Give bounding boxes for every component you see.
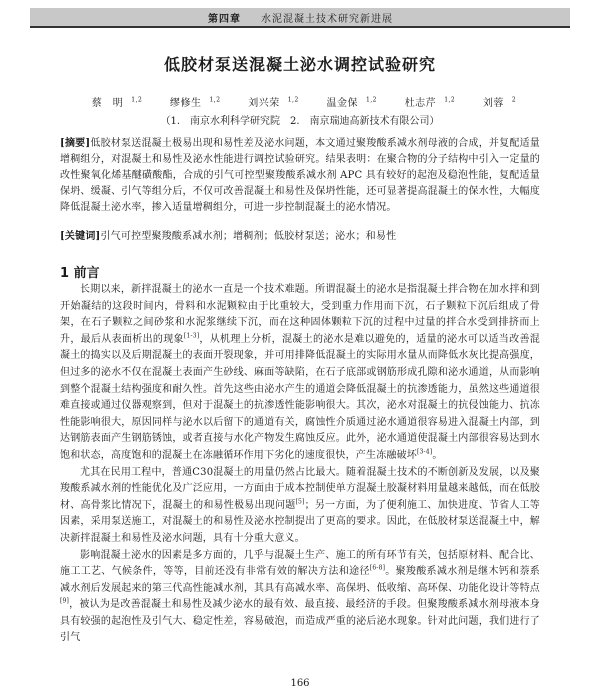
paragraph: 长期以来，新拌混凝土的泌水一直是一个技术难题。所谓混凝土的泌水是指混凝土拌合物在加水拌和到开始凝结的这段时间内，骨料和水泥颗粒由于比重较大，受到重力作用而下沉，石子颗粒下沉后组成了骨架，在石子颗粒之间砂浆和水泥浆继续下沉，而在这种固体颗粒下沉的过程中过量的拌合水受到排挤而上升，最后从表面析出的现象[1-3]，从机理上分析，混凝土的泌水是难以避免的，适量的泌水可以适当改善混凝土的捣实以及后期混凝土的表面开裂现象，并可用排降低混凝土的实际用水量从而降低水灰比提高强度，但过多的泌水不仅在混凝土表面产生砂线、麻面等缺陷，在石子底部或钢筋形成孔隙和泌水通道，从而影响到整个混凝土结构强度和耐久性。首先这些由泌水产生的通道会降低混凝土的抗渗透能力，虽然这些通道很难直接或通过仪器观察到，但对于混凝土的抗渗透性能影响很大。其次，泌水对混凝土的抗侵蚀能力、抗冻性能影响很大，原因同样与泌水以后留下的通道有关，腐蚀性介质通过泌水通道很容易进入混凝土内部，到达钢筋表面产生钢筋锈蚀，或者直接与水化产物发生腐蚀反应。此外，泌水通道使混凝土内部很容易达到水饱和状态，高度饱和的混凝土在冻融循环作用下劣化的速度很快，产生冻融破坏[3-4]。 — [60, 284, 540, 461]
body-text — [60, 282, 540, 647]
author: 杜志芹 $^{1,2}$ — [404, 96, 456, 109]
author: 蔡 明 $^{1,2}$ — [91, 96, 143, 109]
citation: [1-3] — [183, 332, 200, 340]
citation: [5] — [295, 498, 305, 506]
abstract-label: [摘要] — [60, 138, 91, 149]
author: 温金保 $^{1,2}$ — [326, 96, 377, 109]
abstract-text: 低胶材泵送混凝土极易出现和易性差及泌水问题，本文通过聚羧酸系减水剂母液的合成，并复配适量增稠组分，对混凝土和易性及泌水性能进行调控试验研究。结果表明：在聚合物的分子结构中引入一定量的改性聚氧化烯基醚磺酸酯，合成的引气可控型聚羧酸系减水剂 APC 具有较好的起泡及稳泡性能，复配适量保坍、缓凝、引气等组分后，不仅可改善混凝土和易性及保坍性能，还可显著提高混凝土的保水性，大幅度降低混凝土泌水率，掺入适量增稠组分，可进一步控制混凝土的泌水情况。 — [60, 138, 540, 213]
author: 缪修生 $^{1,2}$ — [169, 96, 221, 109]
keywords — [60, 229, 540, 245]
citation: [6-8] — [369, 564, 386, 572]
running-header — [30, 8, 570, 28]
book-title: 水泥混凝土技术研究新进展 — [261, 13, 393, 25]
page-number: 166 — [290, 678, 310, 689]
paper-title: 低胶材泵送混凝土泌水调控试验研究 — [163, 55, 436, 74]
paragraph: 尤其在民用工程中，普通C30混凝土的用量仍然占比最大。随着混凝土技术的不断创新及发展，以及聚羧酸系减水剂的性能优化及广泛应用，一方面由于成本控制使单方混凝土胶凝材料用量越来越低，而在低胶材、高骨浆比情况下，混凝土的和易性极易出现问题[5]；另一方面，为了便利施工、加快进度、节省人工等因素，采用泵送施工，对混凝土的和易性及泌水控制提出了更高的要求。因此，在低胶材泵送混凝土中，解决新拌混凝土和易性及泌水问题，具有十分重大意义。 — [60, 466, 540, 544]
keywords-text: 引气可控型聚羧酸系减水剂；增稠剂；低胶材泵送；泌水；和易性 — [100, 231, 397, 242]
author-list — [0, 94, 600, 109]
paragraph: 影响混凝土泌水的因素是多方面的，几乎与混凝土生产、施工的所有环节有关，包括原材料、配合比、施工工艺、气候条件，等等，目前还没有非常有效的解决方法和途径[6-8]。聚羧酸系减水剂是继木钙和萘系减水剂后发展起来的第三代高性能减水剂，其具有高减水率、高保坍、低收缩、高环保、功能化设计等特点[9]，被认为是改善混凝土和易性及减少泌水的最有效、最直接、最经济的手段。但聚羧酸系减水剂母液本身具有较强的起泡性及引气大、稳定性差，容易破泡，而造成严重的泌后泌水现象。针对此问题，我们进行了引气 — [60, 549, 541, 644]
citation: [3-4] — [417, 448, 433, 456]
chapter-label: 第四章 — [208, 13, 241, 25]
affiliation: （1. 南京水利科学研究院 2. 南京瑞迪高新技术有限公司） — [160, 116, 440, 127]
abstract — [60, 136, 540, 216]
author: 刘蓉 $^2$ — [482, 96, 517, 109]
author: 刘兴荣 $^{1,2}$ — [248, 96, 299, 109]
keywords-label: [关键词] — [60, 231, 101, 242]
citation: [9] — [60, 597, 70, 605]
section-heading: 1 前言 — [60, 266, 100, 281]
